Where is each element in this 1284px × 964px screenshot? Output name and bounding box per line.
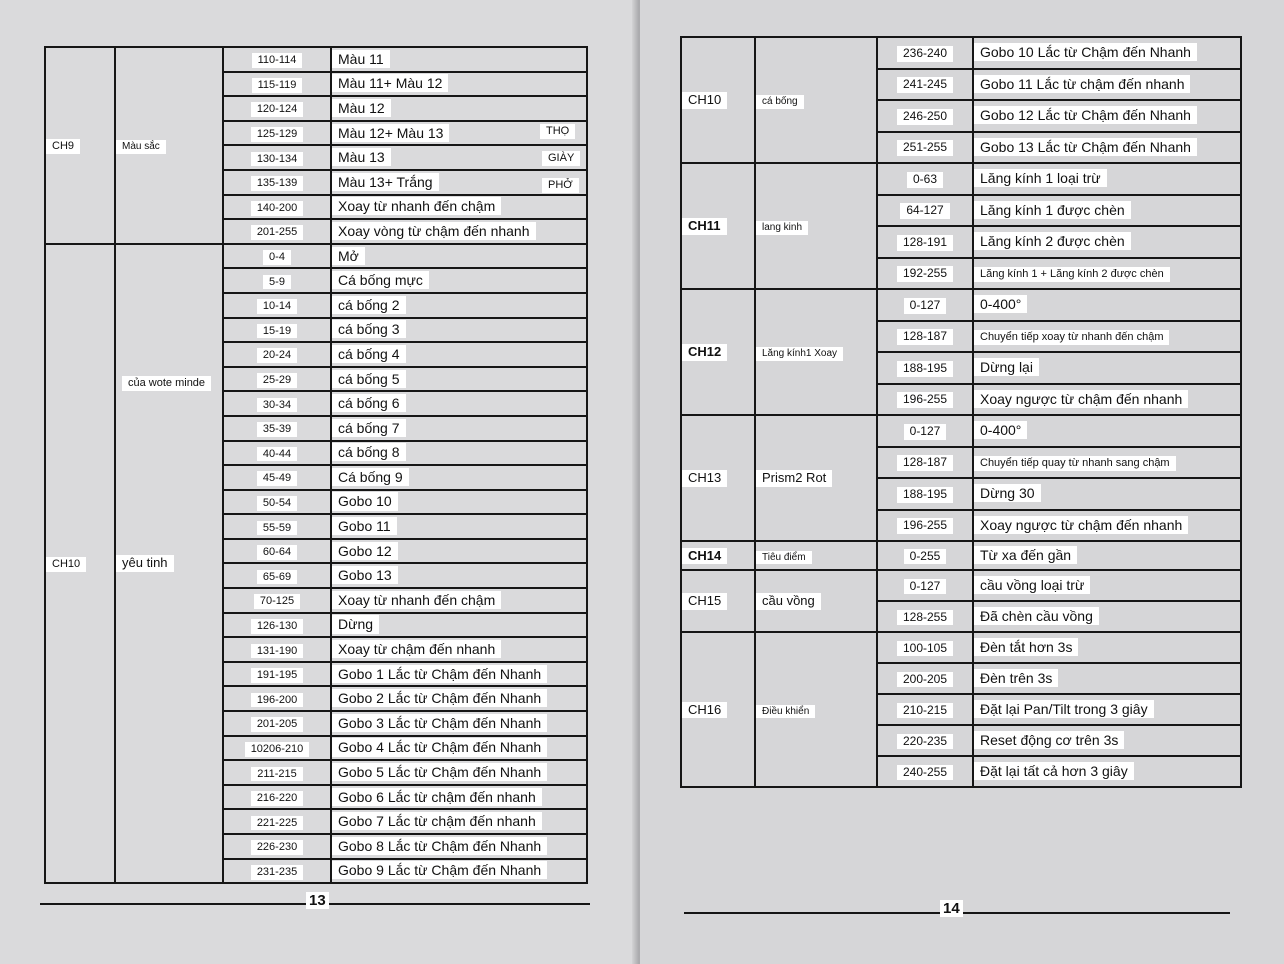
description: Đã chèn cầu vồng [974,607,1099,625]
value-range-cell [877,69,973,101]
value-range-cell [877,725,973,756]
table-row [681,570,1241,601]
description: Gobo 3 Lắc từ Chậm đến Nhanh [332,714,547,732]
description: Gobo 11 [332,517,397,535]
value-range-cell [223,96,331,121]
channel-cell [681,37,755,163]
description: Gobo 10 Lắc từ Chậm đến Nhanh [974,43,1197,61]
description-cell [973,601,1241,632]
value-range: 25-29 [257,373,297,388]
value-range-cell [877,632,973,663]
description: Gobo 12 Lắc từ Chậm đến Nhanh [974,106,1197,124]
channel-label: CH11 [682,218,727,235]
channel-label: CH10 [46,557,86,572]
value-range-cell [877,601,973,632]
description-cell [331,441,587,466]
function-label: Điều khiển [756,705,815,719]
function-label: Tiêu điểm [756,551,812,565]
value-range: 220-235 [897,734,953,750]
value-range-cell [877,415,973,447]
description: Lăng kính 1 loại trừ [974,169,1107,187]
value-range: 140-200 [251,201,303,216]
value-range-cell [223,760,331,785]
description-cell [331,834,587,859]
description-cell [973,100,1241,132]
table-row [681,37,1241,69]
channel-label: CH9 [46,139,80,154]
value-range: 5-9 [263,275,291,290]
description-cell [973,510,1241,542]
margin-note-2: GIÀY [542,151,580,166]
value-range-cell [877,163,973,195]
description-cell [973,447,1241,479]
description: Gobo 11 Lắc từ chậm đến nhanh [974,75,1190,93]
value-range-cell [877,37,973,69]
description: Xoay ngược từ chậm đến nhanh [974,390,1188,408]
value-range-cell [877,100,973,132]
description: Lăng kính 2 được chèn [974,232,1131,250]
description-cell [973,352,1241,384]
left-page [0,0,636,964]
description-cell [331,514,587,539]
description-cell [331,96,587,121]
value-range: 196-255 [897,518,953,534]
description-cell [331,219,587,244]
description: Chuyển tiếp quay từ nhanh sang chậm [974,456,1176,471]
value-range: 0-255 [904,549,947,565]
description-cell [331,539,587,564]
description: cá bống 4 [332,345,406,363]
function-label: Màu sắc [116,140,166,154]
table-row [681,415,1241,447]
description-cell [331,859,587,884]
value-range: 188-195 [897,487,953,503]
description-cell [331,391,587,416]
description-cell [973,541,1241,570]
value-range: 0-4 [263,250,291,265]
value-range-cell [877,195,973,227]
description: Gobo 13 [332,566,398,584]
description: cá bống 2 [332,296,406,314]
channel-label: CH10 [682,92,727,109]
value-range: 135-139 [251,176,303,191]
value-range: 236-240 [897,46,953,62]
value-range-cell [223,859,331,884]
function-label: yêu tinh [116,555,174,572]
value-range-cell [877,756,973,787]
description: Gobo 6 Lắc từ chậm đến nhanh [332,788,542,806]
description-cell [973,37,1241,69]
value-range: 10-14 [257,299,297,314]
description-cell [331,244,587,269]
value-range: 30-34 [257,398,297,413]
function-label: Prism2 Rot [756,470,832,487]
description: Màu 11 [332,50,390,68]
value-range-cell [223,785,331,810]
channel-cell [681,415,755,541]
value-range: 110-114 [252,53,303,68]
value-range: 221-225 [251,816,303,831]
value-range: 241-245 [897,77,953,93]
description: Xoay ngược từ chậm đến nhanh [974,516,1188,534]
description: Lăng kính 1 được chèn [974,201,1131,219]
description: Gobo 4 Lắc từ Chậm đến Nhanh [332,738,547,756]
value-range: 210-215 [897,703,953,719]
value-range-cell [223,834,331,859]
description: Gobo 7 Lắc từ chậm đến nhanh [332,812,542,830]
value-range-cell [223,293,331,318]
description: Xoay từ nhanh đến chậm [332,197,501,215]
value-range-cell [877,570,973,601]
description-cell [973,289,1241,321]
value-range-cell [877,541,973,570]
function-cell [115,244,223,883]
description: Xoay từ chậm đến nhanh [332,640,501,658]
description: Từ xa đến gần [974,546,1077,564]
function-cell [755,289,877,415]
value-range-cell [223,318,331,343]
description: Đặt lại Pan/Tilt trong 3 giây [974,700,1154,718]
description: 0-400° [974,421,1027,439]
description-cell [973,69,1241,101]
function-label: lang kinh [756,221,808,235]
description-cell [331,367,587,392]
value-range: 196-200 [251,693,303,708]
value-range: 128-187 [897,329,953,345]
channel-label: CH16 [682,702,727,719]
value-range: 55-59 [257,521,297,536]
description-cell [331,416,587,441]
value-range-cell [223,809,331,834]
description-cell [973,756,1241,787]
description: Đặt lại tất cả hơn 3 giây [974,762,1134,780]
value-range-cell [877,258,973,290]
function-label: Lăng kính1 Xoay [756,347,843,361]
description: Cá bống mực [332,271,429,289]
value-range: 0-127 [904,298,947,314]
value-range: 0-63 [907,172,943,188]
channel-label: CH15 [682,593,727,610]
value-range-cell [877,663,973,694]
value-range-cell [223,72,331,97]
value-range: 130-134 [251,152,303,167]
value-range: 246-250 [897,109,953,125]
channel-label: CH14 [682,548,727,565]
description-cell [331,318,587,343]
value-range-cell [223,563,331,588]
description: cá bống 3 [332,320,406,338]
description-cell [331,47,587,72]
description-cell [973,663,1241,694]
description: cá bống 7 [332,419,406,437]
description-cell [973,226,1241,258]
table-row [681,632,1241,663]
value-range: 120-124 [251,102,303,117]
value-range-cell [223,686,331,711]
description-cell [973,195,1241,227]
value-range: 126-130 [251,619,303,634]
value-range-cell [223,219,331,244]
value-range-cell [223,268,331,293]
value-range-cell [223,736,331,761]
description: Gobo 10 [332,492,398,510]
value-range-cell [223,711,331,736]
value-range: 0-127 [904,424,947,440]
description: Gobo 5 Lắc từ Chậm đến Nhanh [332,763,547,781]
description: Đèn tắt hơn 3s [974,638,1078,656]
value-range-cell [223,613,331,638]
right-page [640,0,1284,964]
description-cell [331,342,587,367]
value-range-cell [223,47,331,72]
value-range-cell [223,662,331,687]
description: Dừng lại [974,358,1039,376]
description-cell [331,72,587,97]
description: Gobo 8 Lắc từ Chậm đến Nhanh [332,837,547,855]
description: 0-400° [974,295,1027,313]
description: Xoay vòng từ chậm đến nhanh [332,222,536,240]
description: cá bống 6 [332,394,406,412]
description: Gobo 13 Lắc từ Chậm đến Nhanh [974,138,1197,156]
description: Mở [332,247,365,265]
value-range-cell [877,447,973,479]
function-label: cầu vồng [756,593,821,610]
description-cell [973,570,1241,601]
value-range: 0-127 [904,579,947,595]
function-cell [755,163,877,289]
value-range: 45-49 [257,471,297,486]
value-range-cell [223,588,331,613]
value-range-cell [223,342,331,367]
description: Xoay từ nhanh đến chậm [332,591,501,609]
value-range: 211-215 [251,767,303,782]
function-cell [115,47,223,244]
margin-note-3: PHỞ [542,178,579,193]
description: Gobo 2 Lắc từ Chậm đến Nhanh [332,689,547,707]
page-number: 14 [940,900,963,917]
channel-cell [681,570,755,632]
ch10-note: của wote minde [122,376,211,391]
description: cá bống 8 [332,443,406,461]
value-range: 60-64 [257,545,297,560]
value-range-cell [223,244,331,269]
value-range: 35-39 [257,422,297,437]
value-range-cell [223,195,331,220]
description: cầu vồng loại trừ [974,576,1090,594]
value-range: 115-119 [252,78,303,93]
value-range-cell [223,514,331,539]
description: Gobo 12 [332,542,398,560]
value-range: 65-69 [257,570,297,585]
description: Màu 12 [332,99,391,117]
description-cell [331,785,587,810]
description: Màu 13+ Trắng [332,173,439,191]
value-range: 192-255 [897,266,953,282]
description-cell [973,132,1241,164]
value-range-cell [877,510,973,542]
function-cell [755,37,877,163]
table-row [681,541,1241,570]
description: Dừng 30 [974,484,1041,502]
description-cell [331,613,587,638]
value-range-cell [877,384,973,416]
value-range: 191-195 [251,668,303,683]
value-range-cell [223,121,331,146]
channel-cell [681,163,755,289]
channel-label: CH13 [682,470,727,487]
description: Reset động cơ trên 3s [974,731,1124,749]
function-cell [755,415,877,541]
value-range: 15-19 [257,324,297,339]
description-cell [973,478,1241,510]
right-channel-table [680,36,1242,788]
table-row [681,289,1241,321]
channel-cell [681,541,755,570]
value-range: 70-125 [254,594,300,609]
value-range-cell [877,321,973,353]
description-cell [331,736,587,761]
value-range-cell [223,145,331,170]
channel-cell [45,244,115,883]
value-range-cell [877,478,973,510]
table-row [45,244,587,269]
value-range-cell [877,289,973,321]
description: Đèn trên 3s [974,669,1058,687]
value-range-cell [223,637,331,662]
value-range: 125-129 [251,127,303,142]
value-range: 100-105 [897,641,953,657]
value-range: 200-205 [897,672,953,688]
table-row [45,47,587,72]
value-range-cell [223,416,331,441]
value-range: 240-255 [897,765,953,781]
description-cell [331,293,587,318]
channel-label: CH12 [682,344,727,361]
description-cell [331,465,587,490]
value-range-cell [877,694,973,725]
function-cell [755,632,877,787]
value-range-cell [223,367,331,392]
description-cell [973,258,1241,290]
value-range: 50-54 [257,496,297,511]
channel-cell [681,632,755,787]
description: Gobo 1 Lắc từ Chậm đến Nhanh [332,665,547,683]
value-range: 196-255 [897,392,953,408]
table-row [681,163,1241,195]
description-cell [973,725,1241,756]
channel-cell [681,289,755,415]
description: Dừng [332,615,379,633]
value-range-cell [223,490,331,515]
description: Cá bống 9 [332,468,409,486]
value-range-cell [877,352,973,384]
function-cell [755,541,877,570]
value-range: 201-205 [251,717,303,732]
value-range: 231-235 [251,865,303,880]
value-range: 10206-210 [245,742,310,757]
description-cell [973,694,1241,725]
page-number: 13 [306,892,329,909]
value-range: 64-127 [900,203,949,219]
description-cell [331,588,587,613]
description-cell [331,662,587,687]
description: cá bống 5 [332,370,406,388]
description-cell [331,637,587,662]
value-range-cell [223,539,331,564]
description-cell [331,563,587,588]
function-label: cá bống [756,95,804,109]
description: Màu 11+ Màu 12 [332,74,448,92]
description-cell [973,384,1241,416]
value-range: 40-44 [257,447,297,462]
value-range-cell [223,465,331,490]
value-range-cell [877,226,973,258]
description: Màu 13 [332,148,391,166]
description-cell [331,490,587,515]
value-range: 201-255 [251,225,303,240]
value-range: 226-230 [251,840,303,855]
value-range: 131-190 [251,644,303,659]
description-cell [973,632,1241,663]
value-range: 128-255 [897,610,953,626]
description: Màu 12+ Màu 13 [332,124,449,142]
description-cell [973,321,1241,353]
description-cell [331,195,587,220]
value-range: 188-195 [897,361,953,377]
description: Lăng kính 1 + Lăng kính 2 được chèn [974,267,1170,282]
value-range-cell [223,441,331,466]
description: Chuyển tiếp xoay từ nhanh đến chậm [974,330,1169,345]
description: Gobo 9 Lắc từ Chậm đến Nhanh [332,861,547,879]
value-range: 216-220 [251,791,303,806]
description-cell [973,163,1241,195]
description-cell [331,268,587,293]
description-cell [331,686,587,711]
value-range-cell [223,170,331,195]
left-channel-table [44,46,588,884]
value-range-cell [223,391,331,416]
value-range: 20-24 [257,348,297,363]
margin-note-1: THỌ [540,124,575,139]
function-cell [755,570,877,632]
value-range: 128-191 [897,235,953,251]
value-range-cell [877,132,973,164]
description-cell [331,760,587,785]
value-range: 128-187 [897,455,953,471]
description-cell [973,415,1241,447]
value-range: 251-255 [897,140,953,156]
description-cell [331,711,587,736]
description-cell [331,809,587,834]
channel-cell [45,47,115,244]
